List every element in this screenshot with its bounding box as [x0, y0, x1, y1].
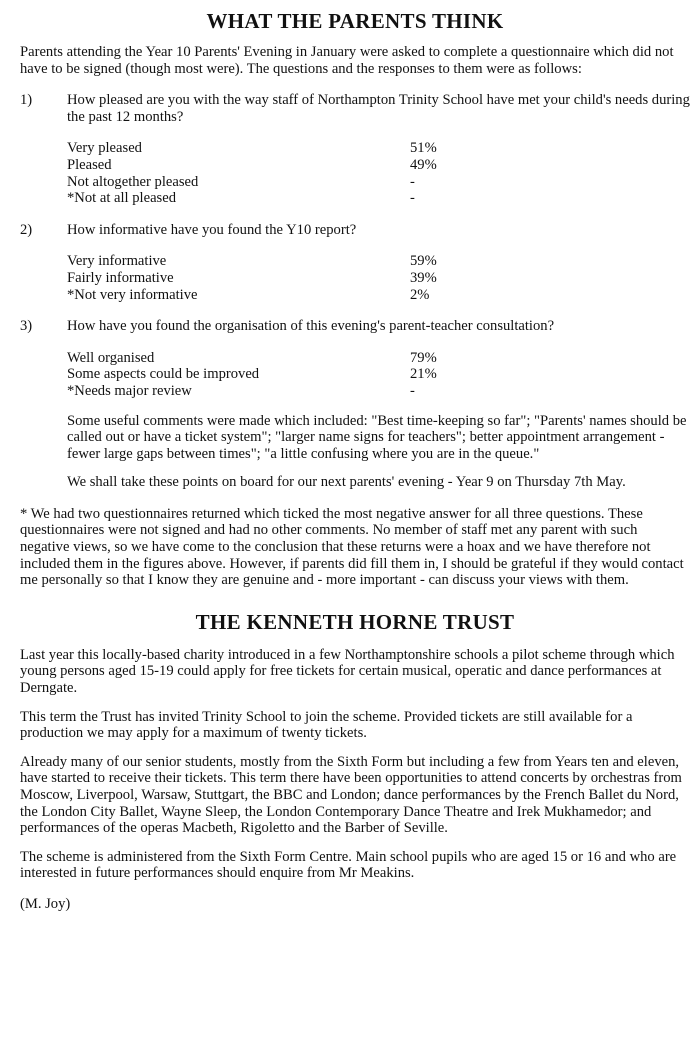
comments-paragraph: Some useful comments were made which included: "Best time-keeping so far"; "Parents' names should be called out or have a ticket system"; "larger name signs for teachers"; better appointment arrangement - fewer large gaps between times"; "a little confusing where you are in the queue.": [67, 412, 687, 462]
response-label: Not altogether pleased: [67, 173, 199, 190]
question-1: [20, 92, 690, 125]
question-text: How have you found the organisation of this evening's parent-teacher consultation?: [67, 318, 555, 335]
question-2: [20, 222, 690, 239]
question-3: [20, 318, 690, 335]
response-row: [67, 383, 690, 400]
response-value: 59%: [410, 253, 437, 270]
question-3-responses: [67, 350, 690, 400]
response-value: 79%: [410, 349, 437, 366]
response-row: [67, 253, 690, 270]
followup-paragraph: We shall take these points on board for our next parents' evening - Year 9 on Thursday 7th May.: [67, 474, 626, 491]
response-row: [67, 174, 690, 191]
response-row: [67, 350, 690, 367]
response-row: [67, 366, 690, 383]
response-value: -: [410, 173, 415, 190]
response-value: 21%: [410, 366, 437, 383]
response-value: -: [410, 382, 415, 399]
question-number: 3): [20, 318, 33, 335]
trust-paragraph: Already many of our senior students, mostly from the Sixth Form but including a few from Years ten and eleven, have started to receive their tickets. This term there have been opportunities to attend concerts by orchestras from Moscow, Liverpool, Warsaw, Stuttgart, the BBC and London; dance performances by the French Ballet du Nord, the London City Ballet, Wayne Sleep, the London Contemporary Dance Theatre and Irek Mukhamedor; and performances of the operas Macbeth, Rigoletto and the Barber of Seville.: [20, 753, 682, 837]
response-row: [67, 157, 690, 174]
response-row: [67, 287, 690, 304]
response-label: Well organised: [67, 349, 155, 366]
response-value: -: [410, 190, 415, 207]
response-value: 39%: [410, 269, 437, 286]
response-label: Very informative: [67, 253, 167, 270]
trust-paragraph: The scheme is administered from the Sixth Form Centre. Main school pupils who are aged 15 or 16 and who are interested in future performances should enquire from Mr Meakins.: [20, 848, 677, 882]
section-title-trust: THE KENNETH HORNE TRUST: [195, 609, 515, 634]
response-label: Fairly informative: [67, 269, 174, 286]
response-value: 51%: [410, 140, 437, 157]
signature: (M. Joy): [20, 895, 71, 912]
response-value: 2%: [410, 286, 430, 303]
response-row: [67, 190, 690, 207]
question-1-responses: [67, 140, 690, 206]
response-label: Pleased: [67, 156, 112, 173]
intro-paragraph: Parents attending the Year 10 Parents' Evening in January were asked to complete a questionnaire which did not have to be signed (though most were). The questions and the responses to them were as follows:: [20, 44, 674, 77]
response-label: Some aspects could be improved: [67, 366, 260, 383]
section-title-parents: WHAT THE PARENTS THINK: [206, 9, 504, 33]
response-label: *Needs major review: [67, 382, 192, 399]
footnote-paragraph: * We had two questionnaires returned which ticked the most negative answer for all three questions. These questionnaires were not signed and had no other comments. No member of staff met any parent with such negative views, so we have come to the conclusion that these returns were a hoax and we have therefore not included them in the figures above. However, if parents did fill them in, I should be grateful if they would contact me personally so that I know they are genuine and - more important - can discuss your views with them.: [20, 505, 684, 589]
question-number: 2): [20, 221, 33, 238]
trust-paragraph: Last year this locally-based charity introduced in a few Northamptonshire schools a pilot scheme through which young persons aged 15-19 could apply for free tickets for certain musical, operatic and dance performances at Derngate.: [20, 646, 675, 697]
question-text: How pleased are you with the way staff of Northampton Trinity School have met your child's needs during the past 12 months?: [67, 92, 690, 125]
question-text: How informative have you found the Y10 report?: [67, 221, 357, 238]
response-row: [67, 140, 690, 157]
question-2-responses: [67, 253, 690, 303]
response-row: [67, 270, 690, 287]
response-label: *Not at all pleased: [67, 190, 177, 207]
response-value: 49%: [410, 156, 437, 173]
question-number: 1): [20, 92, 33, 109]
response-label: Very pleased: [67, 140, 142, 157]
trust-paragraph: This term the Trust has invited Trinity School to join the scheme. Provided tickets are still available for a production we may apply for a maximum of twenty tickets.: [20, 708, 633, 742]
response-label: *Not very informative: [67, 286, 198, 303]
